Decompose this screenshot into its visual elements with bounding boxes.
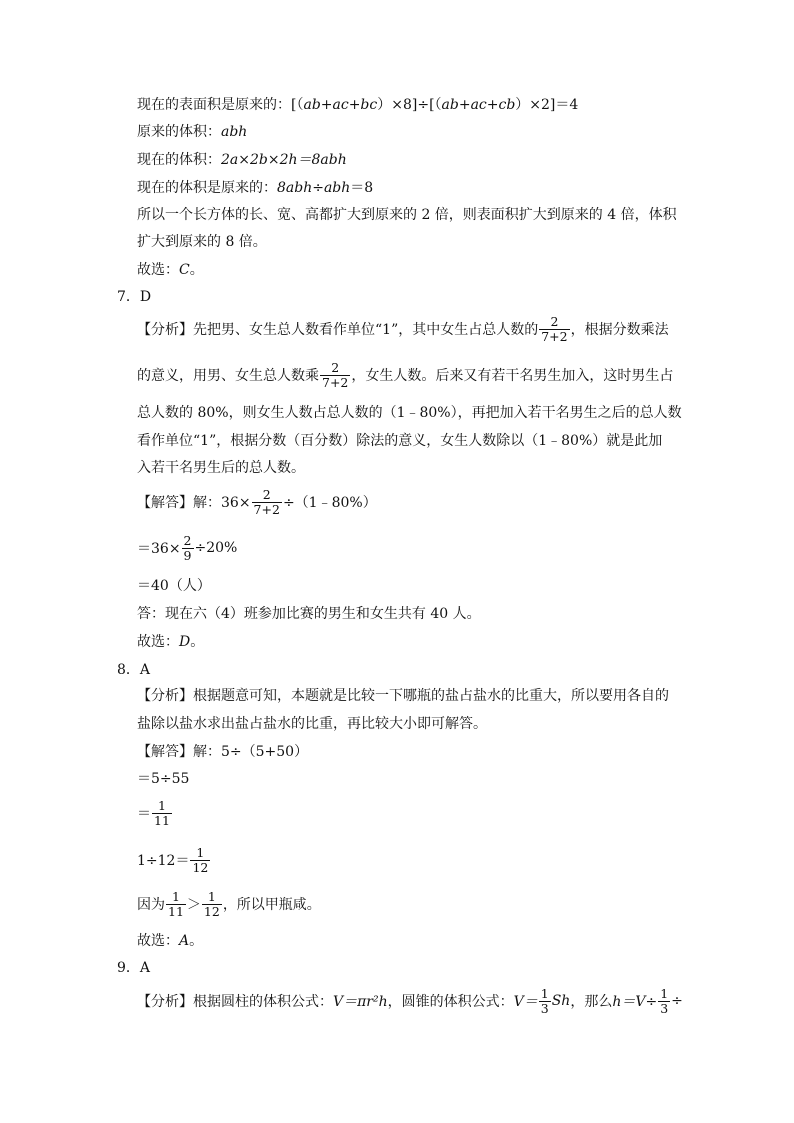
q6-line-conclusion-1: 所以一个长方体的长、宽、高都扩大到原来的 2 倍，则表面积扩大到原来的 4 倍，体积 bbox=[137, 207, 677, 223]
q6-line-surface-ratio: 现在的表面积是原来的：[（ab+ac+bc）×8]÷[（ab+ac+cb）×2]＝4 bbox=[137, 97, 579, 113]
q7-analysis-line-2: 的意义，用男、女生总人数乘 $\frac{2}{7+2}$ ，女生人数。后来又有若干名男生加入，这时男生占 bbox=[137, 359, 674, 390]
fraction: $\frac{1}{3}$ bbox=[660, 985, 669, 1016]
q6-line-original-volume: 原来的体积：abh bbox=[137, 124, 248, 140]
fraction: $\frac{1}{12}$ bbox=[203, 888, 220, 919]
q8-comparison: 因为 $\frac{1}{11}$ ＞ $\frac{1}{12}$ ，所以甲瓶咸。 bbox=[137, 888, 321, 919]
fraction: $\frac{2}{7+2}$ bbox=[253, 486, 280, 517]
q7-analysis-line-4: 看作单位“1”，根据分数（百分数）除法的意义，女生人数除以（1﹣80%）就是此加 bbox=[137, 433, 663, 449]
fraction: $\frac{1}{11}$ bbox=[154, 797, 170, 828]
fraction: $\frac{2}{7+2}$ bbox=[541, 313, 568, 344]
q7-analysis-line-1: 【分析】先把男、女生总人数看作单位“1”，其中女生占总人数的 $\frac{2}{7+2}$ ，根据分数乘法 bbox=[137, 313, 669, 344]
fraction: $\frac{1}{12}$ bbox=[192, 844, 209, 875]
q7-analysis-line-5: 入若干名男生后的总人数。 bbox=[137, 460, 305, 476]
q9-analysis-line-1: 【分析】根据圆柱的体积公式： V＝πr²h ，圆锥的体积公式： V＝ $\frac{1}{3}$ Sh ，那么 h＝V÷ $\frac{1}{3}$ ÷ bbox=[137, 985, 683, 1016]
fraction: $\frac{1}{3}$ bbox=[540, 985, 549, 1016]
q7-solution-line-1: 【解答】解：36× $\frac{2}{7+2}$ ÷（1﹣80%） bbox=[137, 486, 377, 517]
q7-answer: 答：现在六（4）班参加比赛的男生和女生共有 40 人。 bbox=[137, 606, 481, 622]
q8-analysis-line-1: 【分析】根据题意可知，本题就是比较一下哪瓶的盐占盐水的比重大，所以要用各自的 bbox=[137, 688, 669, 704]
q6-line-selection: 故选：C。 bbox=[137, 262, 204, 278]
q7-solution-line-2: ＝36× $\frac{2}{9}$ ÷20% bbox=[137, 532, 238, 563]
q7-selection: 故选：D。 bbox=[137, 634, 205, 650]
fraction: $\frac{2}{9}$ bbox=[183, 532, 192, 563]
q8-solution-line-2: ＝5÷55 bbox=[137, 771, 190, 787]
q8-selection: 故选：A。 bbox=[137, 933, 204, 949]
q7-analysis-line-3: 总人数的 80%，则女生人数占总人数的（1﹣80%），再把加入若干名男生之后的总人数 bbox=[137, 405, 682, 421]
q7-solution-line-3: ＝40（人） bbox=[137, 578, 211, 594]
fraction: $\frac{1}{11}$ bbox=[168, 888, 184, 919]
q8-number: 8．A bbox=[117, 662, 151, 678]
fraction: $\frac{2}{7+2}$ bbox=[322, 359, 349, 390]
q6-line-volume-ratio: 现在的体积是原来的：8abh÷abh＝8 bbox=[137, 180, 374, 196]
q6-line-current-volume: 现在的体积：2a×2b×2h＝8abh bbox=[137, 152, 347, 168]
q9-number: 9．A bbox=[117, 960, 151, 976]
q8-solution-line-4: 1÷12＝ $\frac{1}{12}$ bbox=[137, 844, 209, 875]
q8-solution-line-1: 【解答】解：5÷（5+50） bbox=[137, 744, 309, 760]
q6-line-conclusion-2: 扩大到原来的 8 倍。 bbox=[137, 234, 267, 250]
q8-analysis-line-2: 盐除以盐水求出盐占盐水的比重，再比较大小即可解答。 bbox=[137, 716, 487, 732]
q7-number: 7．D bbox=[117, 289, 152, 305]
q8-solution-line-3: ＝ $\frac{1}{11}$ bbox=[137, 797, 170, 828]
